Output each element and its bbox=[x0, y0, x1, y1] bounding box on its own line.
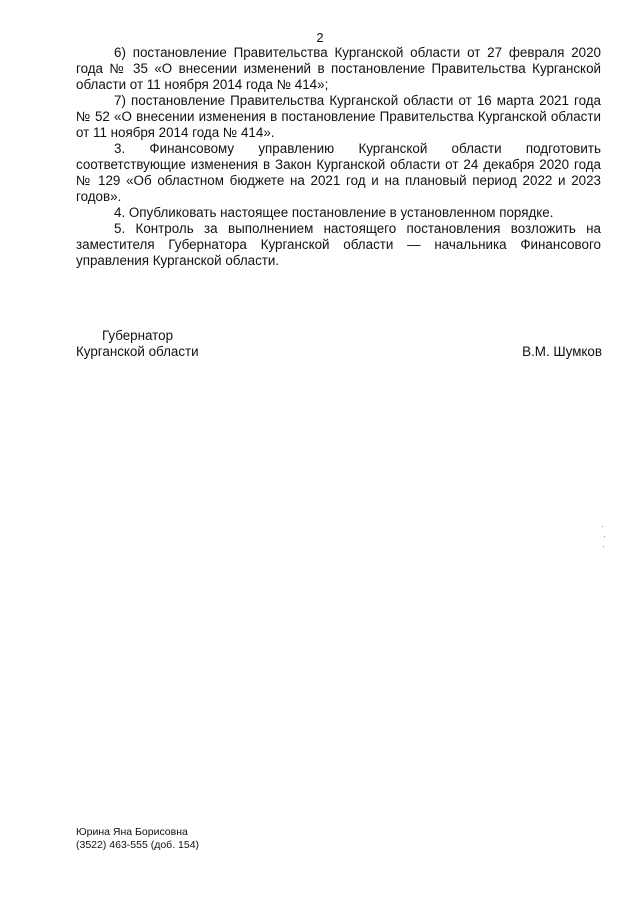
paragraph-clause-4: 4. Опубликовать настоящее постановление в установленном порядке. bbox=[114, 205, 554, 220]
paragraph-item-7: 7) постановление Правительства Курганской области от 16 марта 2021 года № 52 «О внесении изменения в постановление Правительства Курганской области от 11 ноября 2014 года № 414». bbox=[76, 93, 601, 140]
executor-phone: (3522) 463-555 (доб. 154) bbox=[76, 839, 200, 851]
scan-speck bbox=[604, 536, 605, 537]
scan-speck bbox=[602, 526, 603, 527]
paragraph-clause-3: 3. Финансовому управлению Курганской области подготовить соответствующие изменения в Закон Курганской области от 24 декабря 2020 года № 129 «Об областном бюджете на 2021 год и на плановый период 2022 и 2023 годов». bbox=[76, 141, 601, 204]
signatory-title bbox=[76, 328, 199, 360]
scan-speck bbox=[603, 546, 604, 547]
executor-name: Юрина Яна Борисовна bbox=[76, 826, 188, 838]
signatory-name: В.М. Шумков bbox=[522, 344, 602, 359]
signatory-position: Губернатор bbox=[102, 328, 174, 343]
paragraph-clause-5: 5. Контроль за выполнением настоящего постановления возложить на заместителя Губернатора Курганской области — начальника Финансового управления Курганской области. bbox=[76, 221, 601, 268]
paragraph-item-6: 6) постановление Правительства Курганской области от 27 февраля 2020 года № 35 «О внесении изменений в постановление Правительства Курганской области от 11 ноября 2014 года № 414»; bbox=[76, 45, 601, 92]
page-number: 2 bbox=[316, 30, 324, 45]
signatory-region: Курганской области bbox=[76, 344, 199, 359]
executor-block bbox=[76, 826, 199, 852]
document-body bbox=[76, 45, 601, 269]
